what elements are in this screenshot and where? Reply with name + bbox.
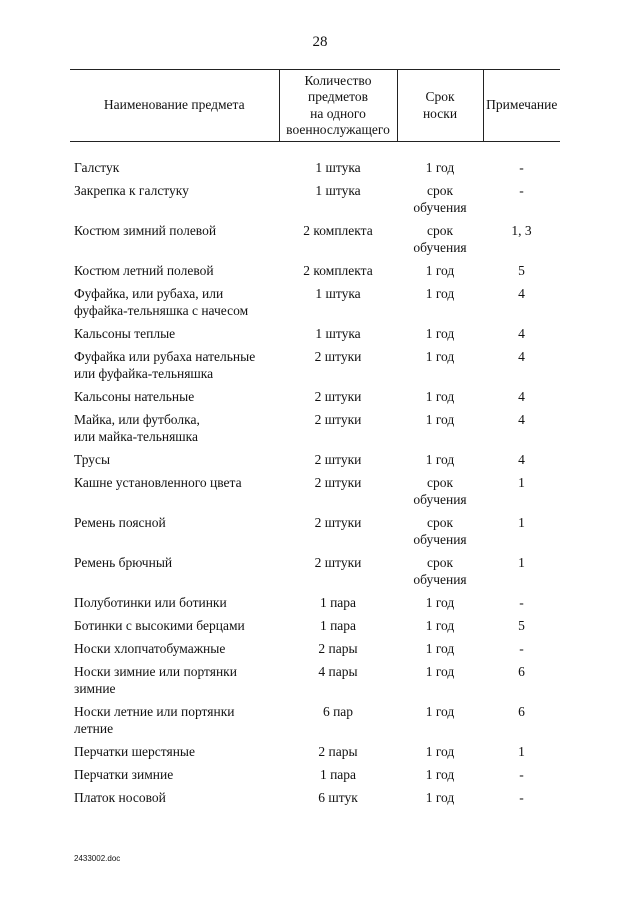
quantity-cell: 2 комплекта <box>303 263 373 278</box>
note-cell: 4 <box>518 286 525 301</box>
header-wear-term: Срок носки <box>397 70 483 142</box>
table-row <box>70 514 560 554</box>
note-cell: - <box>519 183 524 198</box>
table-row <box>70 285 560 325</box>
note-cell: 1, 3 <box>511 223 532 238</box>
table-header <box>70 70 560 142</box>
item-name-cell: Ботинки с высокими берцами <box>74 618 245 633</box>
table-row <box>70 766 560 789</box>
wear-term-cell: 1 год <box>425 664 455 679</box>
wear-term-cell: 1 год <box>425 704 455 719</box>
table-row <box>70 640 560 663</box>
wear-term-cell: срок обучения <box>413 223 467 255</box>
quantity-cell: 2 штуки <box>314 515 362 530</box>
table-row <box>70 325 560 348</box>
table-row <box>70 451 560 474</box>
wear-term-cell: 1 год <box>425 349 455 364</box>
quantity-cell: 1 штука <box>315 160 361 175</box>
item-name-cell: Кашне установленного цвета <box>74 475 242 490</box>
quantity-cell: 2 пары <box>318 641 358 656</box>
wear-term-cell: срок обучения <box>413 515 467 547</box>
table-row <box>70 348 560 388</box>
note-cell: 4 <box>518 389 525 404</box>
item-name-cell: Полуботинки или ботинки <box>74 595 227 610</box>
wear-term-cell: 1 год <box>425 263 455 278</box>
table-row <box>70 182 560 222</box>
table-row <box>70 703 560 743</box>
quantity-cell: 1 пара <box>319 595 357 610</box>
item-name-cell: Ремень брючный <box>74 555 173 570</box>
page-number: 28 <box>312 34 328 50</box>
quantity-cell: 2 комплекта <box>303 223 373 238</box>
table-row <box>70 474 560 514</box>
item-name-cell: Носки летние или портянки летние <box>74 704 235 736</box>
table-row <box>70 789 560 812</box>
wear-term-cell: срок обучения <box>413 555 467 587</box>
note-cell: 6 <box>518 704 525 719</box>
footer-filename: 2433002.doc <box>74 854 121 863</box>
quantity-cell: 2 штуки <box>314 452 362 467</box>
wear-term-cell: 1 год <box>425 286 455 301</box>
quantity-cell: 1 штука <box>315 183 361 198</box>
quantity-cell: 2 штуки <box>314 389 362 404</box>
table-row <box>70 554 560 594</box>
quantity-cell: 2 штуки <box>314 349 362 364</box>
item-name-cell: Галстук <box>74 160 120 175</box>
item-name-cell: Платок носовой <box>74 790 166 805</box>
wear-term-cell: 1 год <box>425 744 455 759</box>
wear-term-cell: 1 год <box>425 160 455 175</box>
table-row <box>70 411 560 451</box>
note-cell: 4 <box>518 412 525 427</box>
note-cell: - <box>519 641 524 656</box>
note-cell: - <box>519 595 524 610</box>
note-cell: 1 <box>518 475 525 490</box>
wear-term-cell: 1 год <box>425 389 455 404</box>
note-cell: 5 <box>518 263 525 278</box>
table-body <box>70 142 560 813</box>
item-name-cell: Перчатки зимние <box>74 767 174 782</box>
item-name-cell: Трусы <box>74 452 111 467</box>
note-cell: 4 <box>518 452 525 467</box>
item-name-cell: Носки хлопчатобумажные <box>74 641 226 656</box>
note-cell: 4 <box>518 326 525 341</box>
wear-term-cell: 1 год <box>425 412 455 427</box>
note-cell: 6 <box>518 664 525 679</box>
header-item-name: Наименование предмета <box>70 70 279 142</box>
item-name-cell: Костюм зимний полевой <box>74 223 217 238</box>
quantity-cell: 1 пара <box>319 767 357 782</box>
note-cell: 5 <box>518 618 525 633</box>
header-row <box>70 70 560 142</box>
table-row <box>70 743 560 766</box>
item-name-cell: Костюм летний полевой <box>74 263 214 278</box>
note-cell: 1 <box>518 555 525 570</box>
table-row <box>70 594 560 617</box>
wear-term-cell: 1 год <box>425 767 455 782</box>
wear-term-cell: срок обучения <box>413 183 467 215</box>
note-cell: 4 <box>518 349 525 364</box>
wear-term-cell: 1 год <box>425 452 455 467</box>
wear-term-cell: срок обучения <box>413 475 467 507</box>
note-cell: - <box>519 790 524 805</box>
note-cell: - <box>519 160 524 175</box>
header-note: Примечание <box>483 70 560 142</box>
item-name-cell: Фуфайка, или рубаха, или фуфайка-тельняшка с начесом <box>74 286 249 318</box>
wear-term-cell: 1 год <box>425 790 455 805</box>
table-row <box>70 388 560 411</box>
item-name-cell: Кальсоны нательные <box>74 389 195 404</box>
item-name-cell: Кальсоны теплые <box>74 326 176 341</box>
item-name-cell: Ремень поясной <box>74 515 166 530</box>
item-name-cell: Майка, или футболка, или майка-тельняшка <box>74 412 200 444</box>
quantity-cell: 2 штуки <box>314 555 362 570</box>
item-name-cell: Перчатки шерстяные <box>74 744 195 759</box>
quantity-cell: 4 пары <box>318 664 358 679</box>
table-row <box>70 222 560 262</box>
quantity-cell: 1 штука <box>315 326 361 341</box>
quantity-cell: 2 пары <box>318 744 358 759</box>
wear-term-cell: 1 год <box>425 595 455 610</box>
table-row <box>70 663 560 703</box>
wear-term-cell: 1 год <box>425 618 455 633</box>
quantity-cell: 2 штуки <box>314 475 362 490</box>
item-name-cell: Фуфайка или рубаха нательные или фуфайка-тельняшка <box>74 349 256 381</box>
note-cell: - <box>519 767 524 782</box>
equipment-table <box>70 69 560 812</box>
quantity-cell: 2 штуки <box>314 412 362 427</box>
header-quantity: Количество предметов на одного военнослужащего <box>279 70 397 142</box>
wear-term-cell: 1 год <box>425 326 455 341</box>
note-cell: 1 <box>518 744 525 759</box>
wear-term-cell: 1 год <box>425 641 455 656</box>
table-row <box>70 142 560 183</box>
item-name-cell: Носки зимние или портянки зимние <box>74 664 237 696</box>
table-row <box>70 262 560 285</box>
quantity-cell: 1 пара <box>319 618 357 633</box>
quantity-cell: 1 штука <box>315 286 361 301</box>
table-row <box>70 617 560 640</box>
quantity-cell: 6 штук <box>318 790 358 805</box>
note-cell: 1 <box>518 515 525 530</box>
item-name-cell: Закрепка к галстуку <box>74 183 189 198</box>
quantity-cell: 6 пар <box>322 704 354 719</box>
